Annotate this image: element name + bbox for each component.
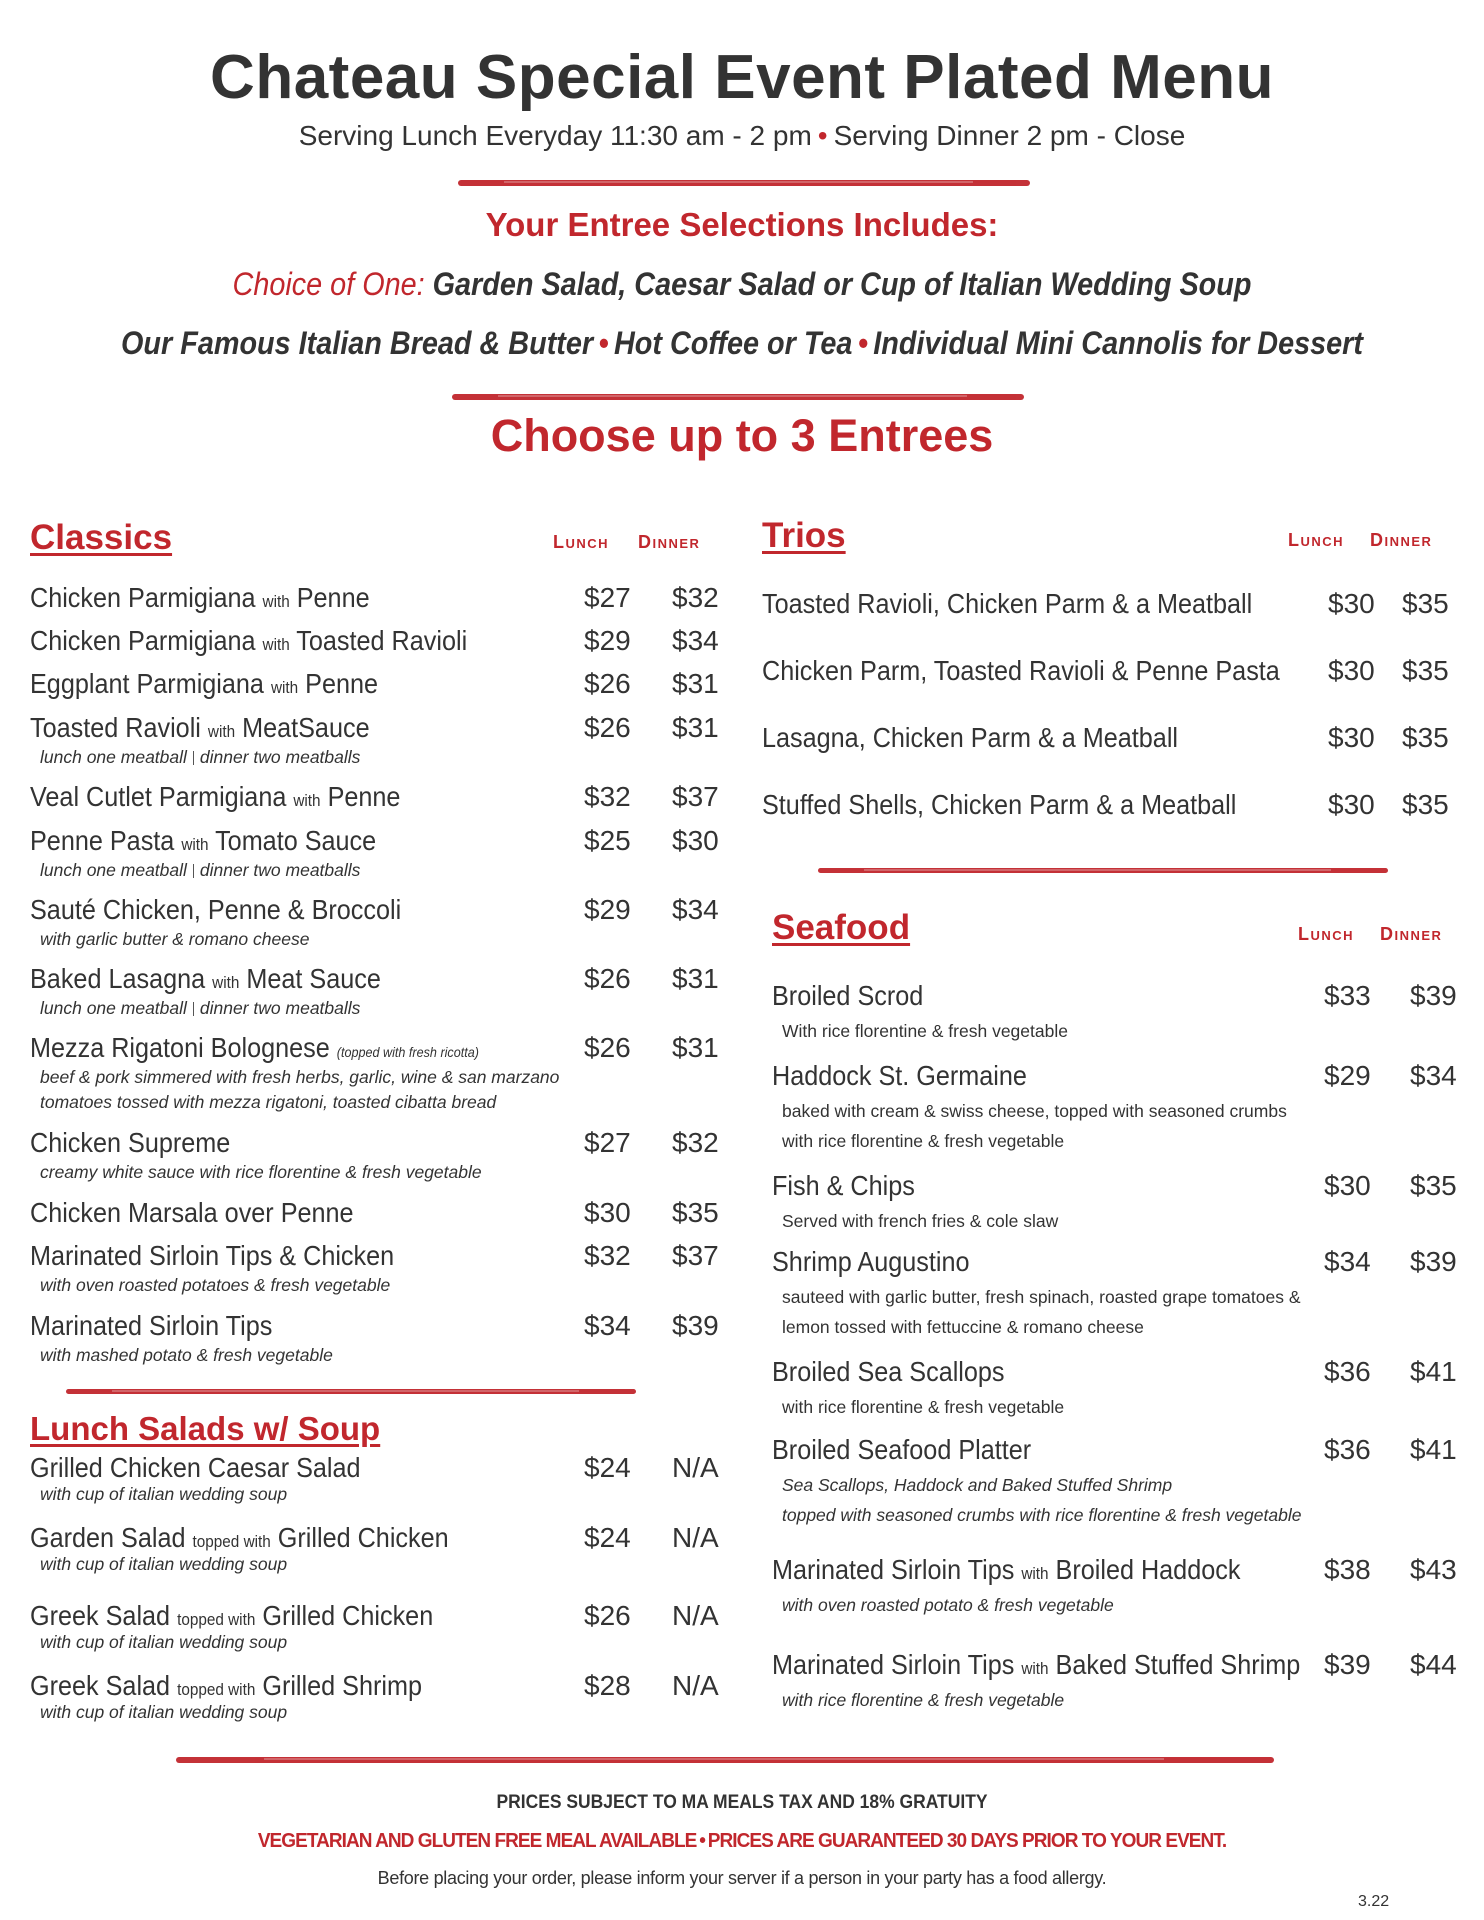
menu-item <box>772 1060 1287 1158</box>
menu-item <box>30 625 516 657</box>
item-name <box>772 1434 1031 1466</box>
item-description: beef & pork simmered with fresh herbs, garlic, wine & san marzano <box>40 1067 560 1087</box>
menu-item <box>772 1356 1064 1420</box>
item-name-main: Sauté Chicken, Penne & Broccoli <box>30 894 402 925</box>
item-name-main: Stuffed Shells, Chicken Parm & a Meatball <box>762 789 1237 820</box>
bullet: • <box>699 1830 705 1852</box>
item-name-main: Marinated Sirloin Tips <box>30 1310 273 1341</box>
item-note: (topped with fresh ricotta) <box>336 1044 479 1060</box>
item-name <box>772 1649 1300 1681</box>
menu-item <box>30 582 407 614</box>
item-description: baked with cream & swiss cheese, topped with seasoned crumbs <box>782 1101 1287 1121</box>
item-description: with mashed potato & fresh vegetable <box>40 1345 333 1365</box>
guarantee-notice: PRICES ARE GUARANTEED 30 DAYS PRIOR TO YOUR EVENT. <box>707 1830 1227 1852</box>
menu-item <box>772 1434 1301 1532</box>
item-name <box>772 980 923 1012</box>
lunch-price: $30 <box>1328 588 1375 619</box>
item-name <box>30 712 370 744</box>
item-name <box>30 1670 422 1702</box>
item-description: with rice florentine & fresh vegetable <box>782 1397 1065 1417</box>
item-name <box>30 1197 354 1229</box>
dinner-column-header: Dinner <box>1380 924 1443 944</box>
dinner-price: $35 <box>672 1197 719 1228</box>
item-connector: with <box>262 635 290 654</box>
veg-guarantee-notice <box>37 1830 1447 1853</box>
item-description: with cup of italian wedding soup <box>40 1632 288 1652</box>
menu-item <box>30 1600 478 1655</box>
menu-item <box>762 655 1337 687</box>
item-name-main: Marinated Sirloin Tips <box>772 1554 1015 1585</box>
item-connector: with <box>181 835 209 854</box>
item-name <box>772 1170 915 1202</box>
lunch-price: $29 <box>584 894 631 925</box>
item-name <box>772 1060 1027 1092</box>
menu-item <box>772 1246 1301 1344</box>
item-connector: with <box>270 678 299 697</box>
lunch-price: $24 <box>584 1452 631 1483</box>
item-connector: with <box>293 791 321 810</box>
choice-text: Garden Salad, Caesar Salad or Cup of Italian Wedding Soup <box>432 266 1252 302</box>
item-name-main: Greek Salad <box>30 1600 171 1631</box>
divider-brush <box>458 180 1030 186</box>
item-name <box>762 588 1252 620</box>
item-name-main: Broiled Seafood Platter <box>772 1434 1032 1465</box>
lunch-hours: Serving Lunch Everyday 11:30 am - 2 pm <box>298 120 812 151</box>
lunch-price: $26 <box>584 668 631 699</box>
item-connector: topped with <box>192 1532 271 1551</box>
menu-item <box>30 668 417 700</box>
item-description: Served with french fries & cole slaw <box>782 1211 1059 1231</box>
item-description <box>40 858 415 883</box>
item-name-secondary: Tomato Sauce <box>215 825 377 856</box>
item-name-secondary: Toasted Ravioli <box>296 625 468 656</box>
bullet: • <box>817 120 828 151</box>
dinner-price: $37 <box>672 1240 719 1271</box>
desc-separator <box>193 864 194 878</box>
desc-separator <box>193 1002 194 1016</box>
item-name-secondary: MeatSauce <box>242 712 370 743</box>
lunch-price: $26 <box>584 712 631 743</box>
lunch-price: $32 <box>584 781 631 812</box>
item-description-2: tomatoes tossed with mezza rigatoni, toasted cibatta bread <box>40 1092 497 1112</box>
divider-brush <box>818 868 1388 873</box>
item-name <box>772 1554 1240 1586</box>
lunch-price: $26 <box>584 1032 631 1063</box>
menu-item <box>30 1522 495 1577</box>
item-description: creamy white sauce with rice florentine & fresh vegetable <box>40 1162 482 1182</box>
dinner-price: $32 <box>672 1127 719 1158</box>
service-hours <box>0 120 1484 152</box>
dinner-price: $41 <box>1410 1356 1457 1387</box>
item-name-main: Garden Salad <box>30 1522 186 1553</box>
dinner-column-header: Dinner <box>638 532 701 552</box>
includes-title: Your Entree Selections Includes: <box>485 206 999 243</box>
item-name-main: Veal Cutlet Parmigiana <box>30 781 287 812</box>
lunch-price: $30 <box>1324 1170 1371 1201</box>
item-name-main: Broiled Scrod <box>772 980 924 1011</box>
item-name <box>30 668 378 700</box>
item-name-secondary: Grilled Chicken <box>277 1522 449 1553</box>
item-name <box>30 1127 230 1159</box>
item-name <box>30 825 376 857</box>
menu-item <box>30 1240 435 1298</box>
bullet: • <box>857 325 868 361</box>
lunch-salads-title: Lunch Salads w/ Soup <box>30 1410 381 1447</box>
allergy-notice: Before placing your order, please inform your server if a person in your party has a food allergy. <box>377 1868 1107 1888</box>
page-title: Chateau Special Event Plated Menu <box>210 43 1274 112</box>
item-description: with cup of italian wedding soup <box>40 1484 288 1504</box>
item-name <box>762 655 1280 687</box>
choice-label: Choice of One: <box>232 266 425 302</box>
item-name-main: Chicken Marsala over Penne <box>30 1197 354 1228</box>
item-name <box>30 1600 433 1632</box>
dinner-price: $30 <box>672 825 719 856</box>
dinner-price: $34 <box>672 894 719 925</box>
item-name-main: Lasagna, Chicken Parm & a Meatball <box>762 722 1179 753</box>
item-description: with cup of italian wedding soup <box>40 1702 288 1722</box>
dinner-price: $37 <box>672 781 719 812</box>
item-name-secondary: Baked Stuffed Shrimp <box>1055 1649 1301 1680</box>
dinner-price: $31 <box>672 668 719 699</box>
item-name-secondary: Penne <box>296 582 370 613</box>
menu-item <box>30 1197 390 1229</box>
lunch-price: $26 <box>584 963 631 994</box>
dinner-price: N/A <box>672 1522 719 1553</box>
item-name-main: Haddock St. Germaine <box>772 1060 1027 1091</box>
item-name <box>30 1310 272 1342</box>
lunch-price: $30 <box>1328 789 1375 820</box>
extra-coffee: Hot Coffee or Tea <box>613 325 853 361</box>
item-description <box>40 996 420 1021</box>
item-description: Sea Scallops, Haddock and Baked Stuffed Shrimp <box>782 1475 1173 1495</box>
item-name <box>30 1452 361 1484</box>
choice-line <box>74 266 1410 303</box>
item-description: with oven roasted potato & fresh vegetable <box>782 1595 1114 1615</box>
desc-lunch: lunch one meatball <box>40 998 187 1018</box>
desc-lunch: lunch one meatball <box>40 860 187 880</box>
dinner-price: N/A <box>672 1670 719 1701</box>
item-name-main: Shrimp Augustino <box>772 1246 970 1277</box>
menu-item <box>30 963 420 1021</box>
item-description: with rice florentine & fresh vegetable <box>782 1690 1065 1710</box>
lunch-price: $36 <box>1324 1356 1371 1387</box>
dinner-price: $35 <box>1402 588 1449 619</box>
item-connector: with <box>1021 1564 1049 1583</box>
item-name-secondary: Grilled Shrimp <box>262 1670 422 1701</box>
item-name <box>772 1246 970 1278</box>
dinner-price: $34 <box>672 625 719 656</box>
item-name-main: Marinated Sirloin Tips <box>772 1649 1015 1680</box>
menu-item <box>30 894 442 952</box>
extra-bread: Our Famous Italian Bread & Butter <box>121 325 594 361</box>
lunch-price: $29 <box>1324 1060 1371 1091</box>
dinner-column-header: Dinner <box>1370 530 1433 550</box>
item-connector: with <box>212 973 240 992</box>
divider-brush <box>452 394 1024 400</box>
dinner-price: N/A <box>672 1452 719 1483</box>
menu-item <box>30 1127 482 1185</box>
lunch-price: $30 <box>1328 655 1375 686</box>
dinner-hours: Serving Dinner 2 pm - Close <box>833 120 1186 151</box>
item-name-secondary: Meat Sauce <box>246 963 381 994</box>
item-name-main: Grilled Chicken Caesar Salad <box>30 1452 361 1483</box>
dinner-price: $35 <box>1402 655 1449 686</box>
item-name-main: Chicken Parmigiana <box>30 582 256 613</box>
menu-item <box>30 1310 333 1368</box>
desc-lunch: lunch one meatball <box>40 747 187 767</box>
item-connector: topped with <box>177 1680 256 1699</box>
seafood-title: Seafood <box>772 908 911 947</box>
item-name <box>30 1240 394 1272</box>
veg-notice: VEGETARIAN AND GLUTEN FREE MEAL AVAILABLE <box>257 1830 697 1852</box>
lunch-column-header: Lunch <box>1298 924 1355 944</box>
item-connector: with <box>262 592 290 611</box>
lunch-price: $30 <box>1328 722 1375 753</box>
menu-item <box>772 1170 1058 1234</box>
lunch-price: $38 <box>1324 1554 1371 1585</box>
divider-brush <box>66 1389 636 1394</box>
lunch-price: $28 <box>584 1670 631 1701</box>
menu-item <box>30 781 442 813</box>
lunch-price: $27 <box>584 582 631 613</box>
lunch-price: $39 <box>1324 1649 1371 1680</box>
menu-item <box>772 1649 1359 1713</box>
item-connector: with <box>207 722 236 741</box>
lunch-price: $33 <box>1324 980 1371 1011</box>
item-connector: with <box>1021 1659 1049 1678</box>
item-name-main: Broiled Sea Scallops <box>772 1356 1005 1387</box>
lunch-price: $25 <box>584 825 631 856</box>
dinner-price: $35 <box>1402 722 1449 753</box>
menu-item <box>772 980 1068 1044</box>
item-name-main: Toasted Ravioli, Chicken Parm & a Meatball <box>762 588 1253 619</box>
dinner-price: $39 <box>672 1310 719 1341</box>
item-description <box>40 745 407 770</box>
menu-item <box>30 1670 466 1725</box>
desc-dinner: dinner two meatballs <box>199 747 361 767</box>
item-name-main: Chicken Supreme <box>30 1127 231 1158</box>
item-name-main: Marinated Sirloin Tips & Chicken <box>30 1240 395 1271</box>
item-description-2: topped with seasoned crumbs with rice florentine & fresh vegetable <box>782 1505 1302 1525</box>
item-name-main: Greek Salad <box>30 1670 171 1701</box>
item-name <box>762 789 1236 821</box>
dinner-price: $43 <box>1410 1554 1457 1585</box>
lunch-price: $30 <box>584 1197 631 1228</box>
desc-separator <box>193 751 194 765</box>
item-name-main: Chicken Parmigiana <box>30 625 256 656</box>
item-name <box>772 1356 1005 1388</box>
item-description: with oven roasted potatoes & fresh vegetable <box>40 1275 391 1295</box>
menu-item <box>762 722 1224 754</box>
dinner-price: $44 <box>1410 1649 1457 1680</box>
item-name-main: Toasted Ravioli <box>30 712 201 743</box>
lunch-price: $36 <box>1324 1434 1371 1465</box>
item-name-secondary: Broiled Haddock <box>1055 1554 1241 1585</box>
item-name <box>30 625 467 657</box>
item-description-2: with rice florentine & fresh vegetable <box>782 1131 1065 1151</box>
menu-item <box>772 1554 1292 1618</box>
item-name <box>762 722 1178 754</box>
item-name-secondary: Penne <box>327 781 401 812</box>
lunch-price: $27 <box>584 1127 631 1158</box>
dinner-price: $41 <box>1410 1434 1457 1465</box>
dinner-price: $31 <box>672 963 719 994</box>
menu-item <box>30 825 415 883</box>
classics-title: Classics <box>30 518 173 557</box>
item-name <box>30 894 401 926</box>
menu-item <box>762 588 1307 620</box>
item-description: With rice florentine & fresh vegetable <box>782 1021 1068 1041</box>
item-name <box>30 582 370 614</box>
lunch-column-header: Lunch <box>553 532 610 552</box>
item-description: with cup of italian wedding soup <box>40 1554 288 1574</box>
tax-notice: PRICES SUBJECT TO MA MEALS TAX AND 18% GRATUITY <box>496 1792 988 1813</box>
choose-entrees-heading: Choose up to 3 Entrees <box>490 410 994 461</box>
dinner-price: N/A <box>672 1600 719 1631</box>
menu-item <box>30 712 407 770</box>
item-name-secondary: Grilled Chicken <box>262 1600 434 1631</box>
item-name <box>30 1522 449 1554</box>
menu-item <box>30 1452 397 1507</box>
item-description: sauteed with garlic butter, fresh spinach, roasted grape tomatoes & <box>782 1287 1301 1307</box>
dinner-price: $35 <box>1402 789 1449 820</box>
item-name-main: Fish & Chips <box>772 1170 915 1201</box>
trios-title: Trios <box>762 516 846 555</box>
menu-item <box>30 1032 559 1115</box>
dinner-price: $39 <box>1410 1246 1457 1277</box>
item-name-main: Penne Pasta <box>30 825 175 856</box>
item-description: with garlic butter & romano cheese <box>40 929 310 949</box>
desc-dinner: dinner two meatballs <box>199 998 361 1018</box>
item-name-main: Baked Lasagna <box>30 963 206 994</box>
dinner-price: $34 <box>1410 1060 1457 1091</box>
lunch-price: $32 <box>584 1240 631 1271</box>
lunch-column-header: Lunch <box>1288 530 1345 550</box>
lunch-price: $34 <box>1324 1246 1371 1277</box>
dinner-price: $32 <box>672 582 719 613</box>
item-name <box>30 963 381 995</box>
lunch-price: $29 <box>584 625 631 656</box>
item-name-main: Chicken Parm, Toasted Ravioli & Penne Pasta <box>762 655 1280 686</box>
dinner-price: $39 <box>1410 980 1457 1011</box>
item-name <box>30 1032 479 1064</box>
dinner-price: $31 <box>672 712 719 743</box>
desc-dinner: dinner two meatballs <box>199 860 361 880</box>
item-connector: topped with <box>177 1610 256 1629</box>
extras-line <box>74 325 1410 362</box>
item-name-secondary: Penne <box>305 668 379 699</box>
dinner-price: $35 <box>1410 1170 1457 1201</box>
extra-cannoli: Individual Mini Cannolis for Dessert <box>873 325 1363 361</box>
item-name <box>30 781 400 813</box>
item-name-main: Eggplant Parmigiana <box>30 668 264 699</box>
divider-brush <box>176 1757 1274 1763</box>
item-description-2: lemon tossed with fettuccine & romano cheese <box>782 1317 1144 1337</box>
item-name-main: Mezza Rigatoni Bolognese <box>30 1032 330 1063</box>
lunch-price: $26 <box>584 1600 631 1631</box>
bullet: • <box>598 325 609 361</box>
lunch-price: $24 <box>584 1522 631 1553</box>
dinner-price: $31 <box>672 1032 719 1063</box>
menu-version: 3.22 <box>1358 1893 1390 1910</box>
lunch-price: $34 <box>584 1310 631 1341</box>
menu-item <box>762 789 1289 821</box>
